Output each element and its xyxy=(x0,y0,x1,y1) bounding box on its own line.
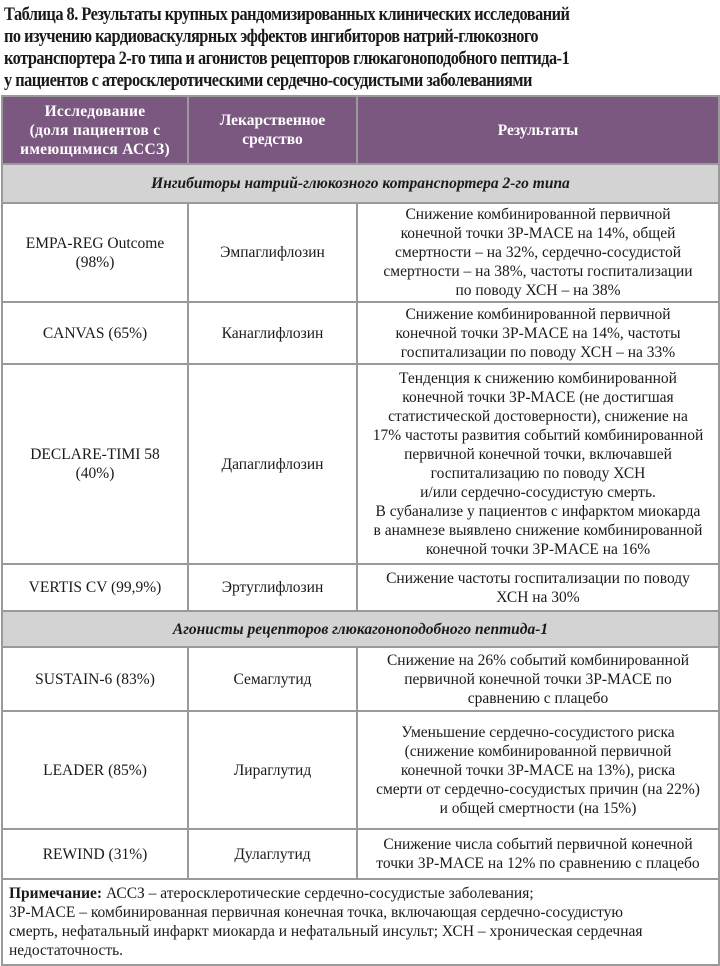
section-title: Ингибиторы натрий-глюкозного котранспортера 2-го типа xyxy=(2,164,719,203)
study-line: EMPA-REG Outcome xyxy=(25,234,165,252)
study-line: SUSTAIN-6 (83%) xyxy=(35,670,155,688)
results-line: Снижение комбинированной первичной xyxy=(405,305,671,323)
results-line: (снижение комбинированной первичной xyxy=(404,742,672,760)
table-row xyxy=(2,302,719,364)
note-label: Примечание: xyxy=(9,885,103,902)
results-line: Снижение на 26% событий комбинированной xyxy=(386,651,690,669)
header-row xyxy=(2,96,719,164)
note-cell xyxy=(2,879,719,965)
table-row xyxy=(2,711,719,829)
header-drug xyxy=(188,96,357,164)
results-line: статистической достоверности), снижение на xyxy=(388,408,688,425)
table-row xyxy=(2,203,719,302)
drug-cell: Эртуглифлозин xyxy=(188,564,357,611)
results-cell xyxy=(357,364,719,564)
drug-cell: Канаглифлозин xyxy=(188,302,357,364)
drug-cell: Семаглутид xyxy=(188,647,357,711)
study-cell xyxy=(2,364,188,564)
study-line: (40%) xyxy=(75,465,115,482)
note-text: АССЗ – атеросклеротические сердечно-сосудистые заболевания; xyxy=(102,885,534,902)
study-cell xyxy=(2,564,188,611)
results-line: смертности – на 38%, частоты госпитализации xyxy=(383,263,693,280)
results-line: конечной точки 3P-MACE на 13%), риска xyxy=(400,761,676,779)
table-row xyxy=(2,829,719,879)
note-line: 3P-MACE – комбинированная первичная конечная точка, включающая сердечно-сосудистую xyxy=(9,904,623,921)
results-line: смертности – на 32%, сердечно-сосудистой xyxy=(395,244,681,261)
drug-cell: Дапаглифлозин xyxy=(188,364,357,564)
study-line: REWIND (31%) xyxy=(42,845,148,863)
results-line: конечной точки 3P-MACE (не достигшая xyxy=(402,389,674,406)
results-line: Снижение числа событий первичной конечной xyxy=(383,836,693,853)
results-line: точки 3P-MACE на 12% по сравнению с плацебо xyxy=(376,855,700,872)
study-cell xyxy=(2,647,188,711)
table-row xyxy=(2,364,719,564)
study-cell xyxy=(2,829,188,879)
note-line: смерть, нефатальный инфаркт миокарда и нефатальный инсульт; ХСН – хроническая сердечная xyxy=(9,923,643,940)
title-line: Таблица 8. Результаты крупных рандомизированных клинических исследований xyxy=(4,4,570,25)
results-line: Тенденция к снижению комбинированной xyxy=(399,370,677,387)
results-cell xyxy=(357,564,719,611)
results-line: в анамнезе выявлено снижение комбинированной xyxy=(373,522,703,539)
header-study-line: Исследование xyxy=(44,102,146,120)
results-cell xyxy=(357,711,719,829)
drug-cell: Лираглутид xyxy=(188,711,357,829)
results-line: и/или сердечно-сосудистую смерть. xyxy=(420,484,656,501)
section-row xyxy=(2,611,719,647)
results-line: госпитализации по поводу ХСН – на 33% xyxy=(400,343,676,361)
results-line: первичной конечной точки 3P-MACE по xyxy=(404,670,672,688)
results-line: и общей смертности (на 15%) xyxy=(439,799,637,817)
table-row xyxy=(2,647,719,711)
results-line: конечной точки 3P-MACE на 14%, частоты xyxy=(395,324,681,342)
results-line: В субанализе у пациентов с инфарктом миокарда xyxy=(375,503,701,520)
title-line: котранспортера 2-го типа и агонистов рецепторов глюкагоноподобного пептида-1 xyxy=(4,48,570,69)
results-line: ХСН на 30% xyxy=(496,588,580,606)
study-cell xyxy=(2,302,188,364)
results-line: смерти от сердечно-сосудистых причин (на 22%) xyxy=(376,780,700,798)
note-line: недостаточность. xyxy=(9,942,124,959)
header-study-line: имеющимися АССЗ) xyxy=(20,140,170,158)
study-cell xyxy=(2,711,188,829)
results-line: конечной точки 3P-MACE на 16% xyxy=(425,541,651,558)
header-drug-line: средство xyxy=(242,131,303,148)
header-drug-line: Лекарственное xyxy=(219,112,326,129)
results-line: Снижение частоты госпитализации по поводу xyxy=(386,569,690,587)
section-title: Агонисты рецепторов глюкагоноподобного пептида-1 xyxy=(2,611,719,647)
table-title xyxy=(4,4,718,92)
study-cell xyxy=(2,203,188,302)
header-study-line: (доля пациентов с xyxy=(29,121,161,139)
results-line: по поводу ХСН – на 38% xyxy=(455,282,621,299)
results-line: первичной конечной точки, включавшей xyxy=(404,446,672,463)
results-cell xyxy=(357,829,719,879)
study-line: (98%) xyxy=(75,253,115,271)
header-results: Результаты xyxy=(357,96,719,164)
results-cell xyxy=(357,647,719,711)
note-line xyxy=(9,884,712,903)
results-cell xyxy=(357,302,719,364)
study-line: LEADER (85%) xyxy=(43,761,147,779)
header-study xyxy=(2,96,188,164)
results-line: Снижение комбинированной первичной xyxy=(405,206,671,223)
results-line: Уменьшение сердечно-сосудистого риска xyxy=(401,723,675,741)
results-line: госпитализацию по поводу ХСН xyxy=(430,465,646,482)
note-row xyxy=(2,879,719,965)
title-line: по изучению кардиоваскулярных эффектов ингибиторов натрий-глюкозного xyxy=(4,26,539,47)
results-line: 17% частоты развития событий комбинированной xyxy=(372,427,704,444)
study-line: VERTIS CV (99,9%) xyxy=(28,579,162,596)
results-table xyxy=(1,95,720,966)
section-row xyxy=(2,164,719,203)
results-line: конечной точки 3P-MACE на 14%, общей xyxy=(400,225,676,242)
title-line: у пациентов с атеросклеротическими сердечно-сосудистыми заболеваниями xyxy=(4,70,532,91)
study-line: DECLARE-TIMI 58 xyxy=(30,446,160,463)
study-line: CANVAS (65%) xyxy=(42,324,148,342)
table-row xyxy=(2,564,719,611)
drug-cell: Эмпаглифлозин xyxy=(188,203,357,302)
drug-cell: Дулаглутид xyxy=(188,829,357,879)
results-cell xyxy=(357,203,719,302)
results-line: сравнению с плацебо xyxy=(467,689,609,707)
